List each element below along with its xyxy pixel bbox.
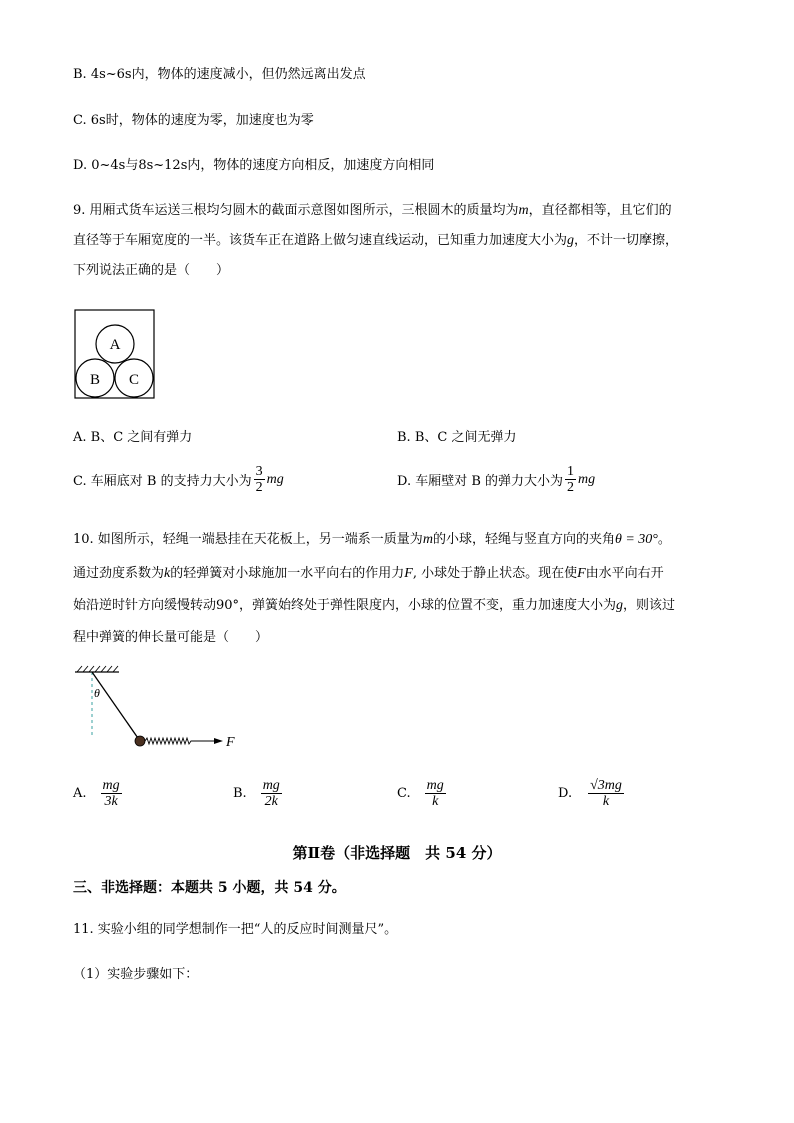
option-fraction [425, 778, 446, 809]
fraction-denominator: 3k [104, 794, 118, 809]
q9-option-c [73, 464, 284, 495]
q10-stem-text: 通过劲度系数为 [73, 566, 165, 581]
q10-option-b [233, 778, 284, 809]
spring [145, 738, 197, 744]
option-label: D. [558, 786, 573, 801]
q11-part1: （1）实验步骤如下： [73, 967, 199, 982]
q10-stem-text: 10. 如图所示，轻绳一端悬挂在天花板上，另一端系一质量为 [73, 532, 423, 547]
log-a-label: A [109, 337, 121, 353]
q9-stem-line2 [73, 232, 678, 250]
rope [92, 672, 140, 741]
option-label: B. [233, 786, 247, 801]
q8-option-c: C. 6s时，物体的速度为零，加速度也为零 [73, 113, 314, 128]
q10-stem-line2 [73, 565, 664, 583]
q10-stem-line1 [73, 531, 671, 549]
q9-option-d [397, 464, 595, 495]
q9-option-a: A. B、C 之间有弹力 [73, 430, 193, 445]
q9-option-c-mg: mg [266, 471, 284, 487]
q9-option-c-fraction [254, 464, 265, 495]
force-label: F [226, 735, 235, 750]
force-arrow-head [214, 738, 223, 744]
fraction-numerator: 1 [567, 464, 575, 479]
q10-var-m: m [422, 532, 433, 547]
q11-stem: 11. 实验小组的同学想制作一把“人的反应时间测量尺”。 [73, 922, 398, 937]
q9-stem-line3: 下列说法正确的是（ ） [73, 263, 230, 278]
q9-stem-text: ，不计一切摩擦， [574, 233, 679, 248]
ceiling-hatch [77, 666, 118, 672]
q9-stem-text: 直径等于车厢宽度的一半。该货车正在道路上做匀速直线运动，已知重力加速度大小为 [73, 233, 568, 248]
q9-var-m: m [518, 203, 529, 218]
q10-stem-text: 由水平向右开 [585, 566, 664, 581]
q8-option-b: B. 4s~6s内，物体的速度减小，但仍然远离出发点 [73, 67, 366, 82]
fraction-denominator: 2 [255, 480, 263, 495]
ball [135, 736, 145, 746]
fraction-numerator: mg [426, 778, 444, 793]
q9-stem-text: 9. 用厢式货车运送三根均匀圆木的截面示意图如图所示，三根圆木的质量均为 [73, 203, 519, 218]
log-c-label: C [128, 372, 140, 388]
option-label: C. [397, 786, 411, 801]
fraction-denominator: 2 [567, 480, 575, 495]
option-fraction [261, 778, 282, 809]
q9-option-d-fraction [565, 464, 576, 495]
q10-var-g: g [616, 598, 624, 613]
q9-option-c-text: C. 车厢底对 B 的支持力大小为 [73, 474, 252, 489]
fraction-numerator: 3 [255, 464, 263, 479]
option-fraction [101, 778, 122, 809]
q10-stem-line4: 程中弹簧的伸长量可能是（ ） [73, 630, 269, 645]
q10-option-a [73, 778, 124, 809]
fraction-denominator: k [432, 794, 439, 809]
fraction-numerator: mg [102, 778, 120, 793]
q9-option-d-mg: mg [578, 471, 596, 487]
q9-logs-figure [73, 308, 157, 400]
fraction-numerator: mg [262, 778, 280, 793]
option-label: A. [73, 786, 87, 801]
q10-stem-line3 [73, 597, 675, 615]
fraction-denominator: 2k [264, 794, 278, 809]
q8-option-d: D. 0~4s与8s~12s内，物体的速度方向相反，加速度方向相同 [73, 158, 435, 173]
q10-stem-text: 的小球，轻绳与竖直方向的夹角 [432, 532, 615, 547]
fraction-numerator: √3mg [590, 778, 622, 793]
q10-option-d [558, 778, 626, 809]
q9-stem-text: ，直径都相等，且它们的 [528, 203, 672, 218]
section-title: 第Ⅱ卷（非选择题 共 54 分） [292, 844, 502, 862]
q10-stem-text: , 小球处于静止状态。现在使 [412, 566, 578, 581]
q10-var-f: F [404, 566, 413, 581]
q10-stem-text: 始沿逆时针方向缓慢转动90°，弹簧始终处于弹性限度内，小球的位置不变，重力加速度大小为 [73, 598, 617, 613]
q9-option-b: B. B、C 之间无弹力 [397, 430, 517, 445]
q10-theta-eq: θ = 30° [614, 532, 658, 547]
q10-stem-text: 。 [657, 532, 671, 547]
section-heading: 三、非选择题：本题共 5 小题，共 54 分。 [73, 880, 346, 896]
theta-label: θ [94, 686, 100, 700]
q9-stem-line1 [73, 202, 672, 220]
q10-option-c [397, 778, 448, 809]
q10-var-f: F [577, 566, 586, 581]
q10-stem-text: 的轻弹簧对小球施加一水平向右的作用力 [170, 566, 405, 581]
q10-var-k: k [164, 566, 171, 581]
q10-pendulum-figure [73, 664, 253, 756]
q9-option-d-text: D. 车厢壁对 B 的弹力大小为 [397, 474, 564, 489]
option-fraction [588, 778, 624, 809]
fraction-denominator: k [602, 794, 610, 809]
q10-stem-text: ，则该过 [623, 598, 676, 613]
log-b-label: B [89, 372, 101, 388]
q9-var-g: g [567, 233, 575, 248]
